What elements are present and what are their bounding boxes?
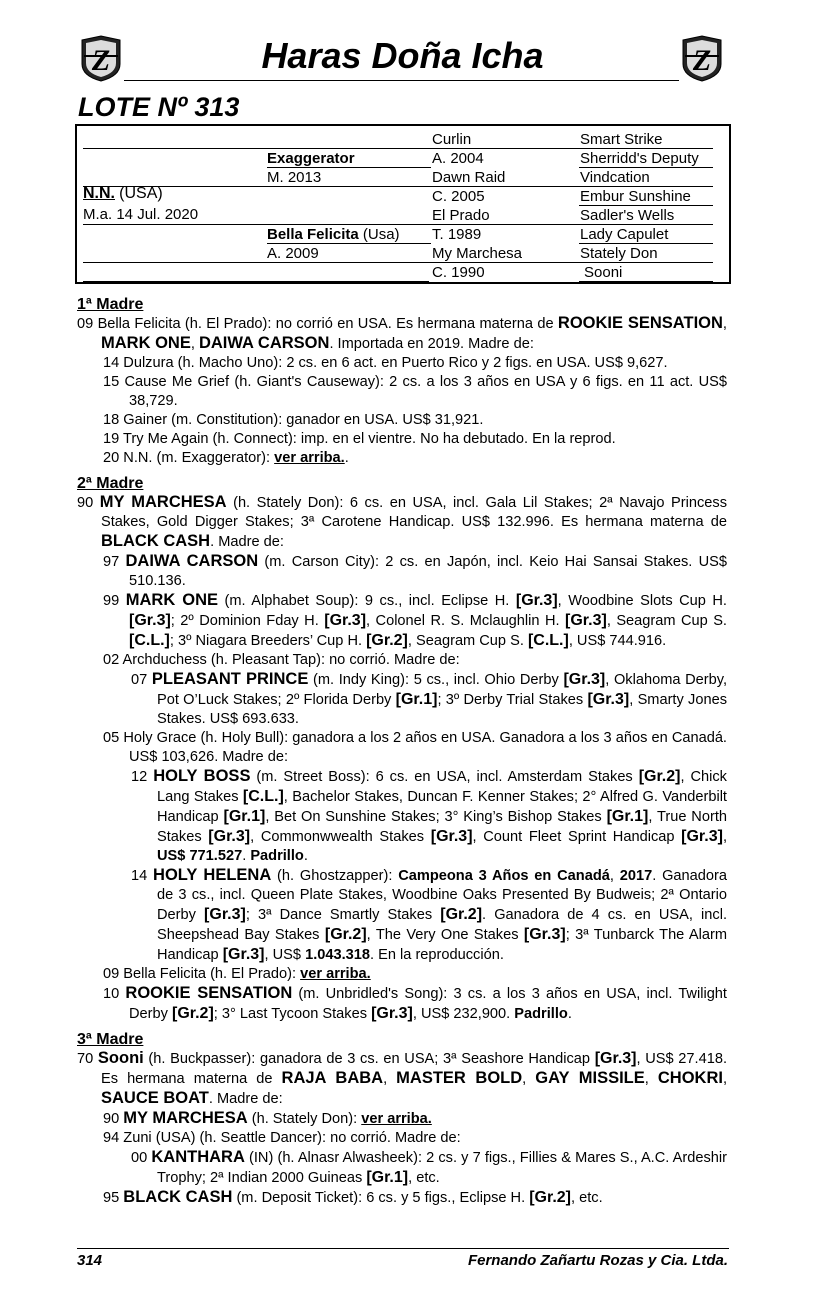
sire-name: Exaggerator xyxy=(267,150,355,167)
granddam-1-info: C. 2005 xyxy=(432,188,485,205)
footer-rule xyxy=(77,1248,729,1249)
produce-entry: 14 Dulzura (h. Macho Uno): 2 cs. en 6 act. en Puerto Rico y 2 figs. en USA. US$ 9,627. xyxy=(103,355,668,371)
dam-name: Bella Felicita (Usa) xyxy=(267,226,400,243)
great-grandparent: Vindcation xyxy=(580,169,650,186)
granddam-2: My Marchesa xyxy=(432,245,523,262)
pedigree-line xyxy=(579,148,713,149)
dam-entry: 90 MY MARCHESA (h. Stately Don): 6 cs. en USA, incl. Gala Lil Stakes; 2ª Navajo Princess Stakes, Gold Digger Stakes; 3ª Carotene Handicap. US$ 132.996. Es hermana materna de BLACK CASH. Madre de: xyxy=(77,493,728,550)
pedigree-line xyxy=(431,262,579,263)
header-rule xyxy=(124,80,679,81)
produce-entry: 99 MARK ONE (m. Alphabet Soup): 9 cs., incl. Eclipse H. [Gr.3], Woodbine Slots Cup H. [Gr.3]; 2º Dominion Fday H. [Gr.3], Colonel R. S. Mclaughlin H. [Gr.3], Seagram Cup S. [C.L.]; 3º Niagara Breeders’ Cup H. [Gr.2], Seagram Cup S. [C.L.], US$ 744.916. xyxy=(103,591,727,649)
pedigree-line xyxy=(83,148,431,149)
produce-entry: 97 DAIWA CARSON (m. Carson City): 2 cs. en Japón, incl. Keio Hai Sansai Stakes. US$ 510.136. xyxy=(103,552,727,589)
produce-entry: 07 PLEASANT PRINCE (m. Indy King): 5 cs., incl. Ohio Derby [Gr.3], Oklahoma Derby, Pot O’Luck Stakes; 2º Florida Derby [Gr.1]; 3º Derby Trial Stakes [Gr.3], Smarty Jones Stakes. US$ 693.633. xyxy=(131,670,728,727)
haras-logo-icon xyxy=(78,34,124,82)
produce-entry: 14 HOLY HELENA (h. Ghostzapper): Campeona 3 Años en Canadá, 2017. Ganadora de 3 cs., incl. Queen Plate Stakes, Woodbine Oaks Presented By Budweis; 2ª Ontario Derby [Gr.3]; 3ª Dance Smartly Stakes [Gr.2]. Ganadora de 4 cs. en USA, incl. Sheepshead Bay Stakes [Gr.2], The Very One Stakes [Gr.3]; 3ª Tunbarck The Alarm Handicap [Gr.3], US$ 1.043.318. En la reproducción. xyxy=(131,866,728,963)
dam-entry: 09 Bella Felicita (h. El Prado): no corrió en USA. Es hermana materna de ROOKIE SENSATION, MARK ONE, DAIWA CARSON. Importada en 2019. Madre de: xyxy=(77,314,727,352)
svg-text:Z: Z xyxy=(91,44,111,77)
grandsire-2: El Prado xyxy=(432,207,490,224)
lot-number: LOTE Nº 313 xyxy=(78,92,240,122)
produce-entry: 02 Archduchess (h. Pleasant Tap): no corrió. Madre de: xyxy=(103,652,460,668)
great-grandparent: Smart Strike xyxy=(580,131,663,148)
produce-entry: 00 KANTHARA (IN) (h. Alnasr Alwasheek): 2 cs. y 7 figs., Fillies & Mares S., A.C. Ardeshir Trophy; 2ª Indian 2000 Guineas [Gr.1], etc. xyxy=(131,1148,727,1186)
grandsire-1-info: A. 2004 xyxy=(432,150,484,167)
haras-logo-icon xyxy=(679,34,725,82)
pedigree-line xyxy=(431,224,579,225)
grandsire-2-info: T. 1989 xyxy=(432,226,482,243)
produce-entry: 18 Gainer (m. Constitution): ganador en USA. US$ 31,921. xyxy=(103,412,484,428)
grandsire-1: Curlin xyxy=(432,131,472,148)
great-grandparent: Stately Don xyxy=(580,245,658,262)
great-grandparent: Embur Sunshine xyxy=(580,188,691,205)
page-number: 314 xyxy=(77,1252,103,1269)
produce-entry: 05 Holy Grace (h. Holy Bull): ganadora a los 2 años en USA. Ganadora a los 3 años en Canadá. US$ 103,626. Madre de: xyxy=(103,730,727,765)
pedigree-line xyxy=(579,205,713,206)
pedigree-line xyxy=(579,262,713,263)
pedigree-line xyxy=(267,243,431,244)
pedigree-line xyxy=(83,224,431,225)
pedigree-line xyxy=(431,148,579,149)
produce-entry: 95 BLACK CASH (m. Deposit Ticket): 6 cs. y 5 figs., Eclipse H. [Gr.2], etc. xyxy=(103,1188,603,1206)
pedigree-line xyxy=(267,167,431,168)
dam-info: A. 2009 xyxy=(267,245,319,262)
granddam-1: Dawn Raid xyxy=(432,169,506,186)
pedigree-table xyxy=(75,124,731,284)
foal-birth: M.a. 14 Jul. 2020 xyxy=(83,206,199,223)
pedigree-line xyxy=(579,243,713,244)
great-grandparent: Sooni xyxy=(584,264,623,281)
dam-entry: 70 Sooni (h. Buckpasser): ganadora de 3 cs. en USA; 3ª Seashore Handicap [Gr.3], US$ 27.418. Es hermana materna de RAJA BABA, MASTER BOLD, GAY MISSILE, CHOKRI, SAUCE BOAT. Madre de: xyxy=(77,1049,728,1107)
pedigree-line xyxy=(579,167,713,168)
section-heading: 3ª Madre xyxy=(77,1031,144,1048)
pedigree-line xyxy=(83,262,431,263)
produce-entry: 09 Bella Felicita (h. El Prado): ver arriba. xyxy=(103,966,371,982)
section-heading: 2ª Madre xyxy=(77,475,144,492)
page-title: Haras Doña Icha xyxy=(261,35,544,76)
great-grandparent: Sherridd's Deputy xyxy=(580,150,699,167)
sire-info: M. 2013 xyxy=(267,169,322,186)
pedigree-line xyxy=(579,224,713,225)
section-heading: 1ª Madre xyxy=(77,296,144,313)
pedigree-notes xyxy=(77,293,727,1208)
granddam-2-info: C. 1990 xyxy=(432,264,485,281)
pedigree-line xyxy=(83,281,429,282)
foal-name: N.N. (USA) xyxy=(83,185,163,202)
produce-entry: 10 ROOKIE SENSATION (m. Unbridled's Song): 3 cs. a los 3 años en USA, incl. Twilight Derby [Gr.2]; 3° Last Tycoon Stakes [Gr.3], US$ 232,900. Padrillo. xyxy=(103,984,727,1022)
pedigree-line xyxy=(431,186,579,187)
produce-entry: 12 HOLY BOSS (m. Street Boss): 6 cs. en USA, incl. Amsterdam Stakes [Gr.2], Chick Lang Stakes [C.L.], Bachelor Stakes, Duncan F. Kenner Stakes; 2° Alfred G. Vanderbilt Handicap [Gr.1], Bet On Sunshine Stakes; 3° King’s Bishop Stakes [Gr.1], True North Stakes [Gr.3], Commonwwealth Stakes [Gr.3], Count Fleet Sprint Handicap [Gr.3], US$ 771.527. Padrillo. xyxy=(131,767,728,864)
pedigree-line xyxy=(579,186,713,187)
produce-entry: 94 Zuni (USA) (h. Seattle Dancer): no corrió. Madre de: xyxy=(103,1130,461,1146)
produce-entry: 15 Cause Me Grief (h. Giant's Causeway): 2 cs. a los 3 años en USA y 6 figs. en 11 act. US$ 38,729. xyxy=(103,374,727,409)
produce-entry: 90 MY MARCHESA (h. Stately Don): ver arriba. xyxy=(103,1109,432,1127)
footer-company: Fernando Zañartu Rozas y Cia. Ltda. xyxy=(467,1252,728,1269)
svg-text:Z: Z xyxy=(692,44,712,77)
pedigree-line xyxy=(579,281,713,282)
great-grandparent: Sadler's Wells xyxy=(580,207,675,224)
produce-entry: 20 N.N. (m. Exaggerator): ver arriba.. xyxy=(103,450,349,466)
produce-entry: 19 Try Me Again (h. Connect): imp. en el vientre. No ha debutado. En la reprod. xyxy=(103,431,616,447)
great-grandparent: Lady Capulet xyxy=(580,226,669,243)
